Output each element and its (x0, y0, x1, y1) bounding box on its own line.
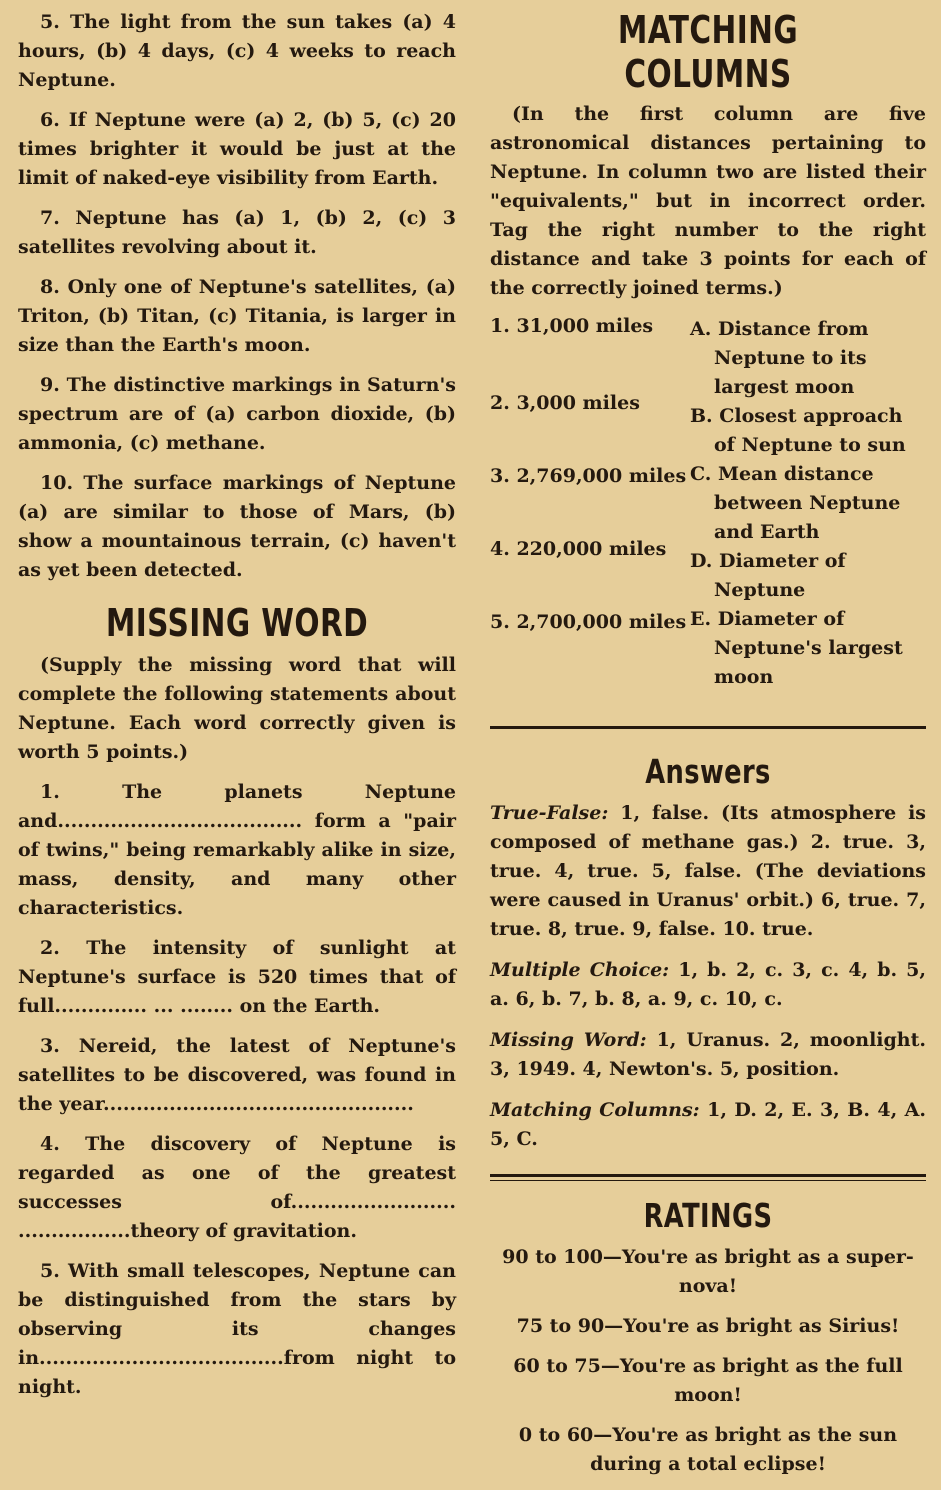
ratings-section (490, 1195, 926, 1479)
equivalent-item-e: E. Diameter of Neptune's largest moon (690, 608, 903, 688)
missing-word-title: MISSING WORD (105, 601, 369, 645)
rating-item: 0 to 60—You're as bright as the sun during a total eclipse! (518, 1424, 898, 1475)
distance-item-4: 4. 220,000 miles (490, 538, 667, 560)
answer-matching-columns (490, 1096, 926, 1154)
question-10: 10. The surface markings of Neptune (a) are similar to those of Mars, (b) show a mountainous terrain, (c) haven't as yet been detected. (18, 472, 456, 581)
equivalent-item-a: A. Distance from Neptune to its largest moon (690, 318, 869, 398)
missing-word-item-2: 2. The intensity of sunlight at Neptune's surface is 520 times that of full.............. ... ........ on the Earth. (18, 937, 456, 1017)
answer-text: 1, D. 2, E. 3, B. 4, A. 5, C. (490, 1099, 926, 1150)
equivalent-item-b: B. Closest approach of Neptune to sun (690, 405, 906, 456)
missing-word-section (18, 601, 456, 1402)
answers-section (490, 751, 926, 1154)
question-6: 6. If Neptune were (a) 2, (b) 5, (c) 20 times brighter it would be just at the limit of naked-eye visibility from Earth. (18, 109, 456, 189)
question-5: 5. The light from the sun takes (a) 4 hours, (b) 4 days, (c) 4 weeks to reach Neptune. (18, 11, 456, 91)
question-9: 9. The distinctive markings in Saturn's spectrum are of (a) carbon dioxide, (b) ammonia, (c) methane. (18, 374, 456, 454)
answer-label: True-False: (490, 802, 609, 824)
matching-columns-intro: (In the first column are five astronomical distances pertaining to Neptune. In column two are listed their "equivalents," but in incorrect order. Tag the right number to the right distance and take 3 points for each of the correctly joined terms.) (490, 103, 926, 299)
distance-item-3: 3. 2,769,000 miles (490, 465, 687, 487)
answer-text: 1, b. 2, c. 3, c. 4, b. 5, a. 6, b. 7, b. 8, a. 9, c. 10, c. (490, 959, 927, 1010)
matching-table (490, 315, 926, 692)
section-divider (490, 726, 926, 729)
missing-word-item-3: 3. Nereid, the latest of Neptune's satellites to be discovered, was found in the year............................................... (18, 1035, 456, 1115)
answer-label: Missing Word: (490, 1029, 647, 1051)
matching-columns-title: MATCHING COLUMNS (617, 8, 799, 96)
left-column (18, 8, 456, 1413)
missing-word-item-5: 5. With small telescopes, Neptune can be distinguished from the stars by observing its changes in.....................................from night to night. (18, 1260, 456, 1398)
answer-multiple-choice (490, 956, 926, 1014)
double-divider (490, 1174, 926, 1181)
matching-columns-section (490, 8, 926, 692)
distance-item-2: 2. 3,000 miles (490, 392, 640, 414)
equivalent-column (690, 315, 926, 692)
answer-true-false (490, 799, 926, 944)
equivalent-item-c: C. Mean distance between Neptune and Earth (690, 463, 901, 543)
rating-item: 75 to 90—You're as bright as Sirius! (516, 1315, 900, 1337)
question-8: 8. Only one of Neptune's satellites, (a) Triton, (b) Titan, (c) Titania, is larger in size than the Earth's moon. (18, 276, 456, 356)
answer-text: 1, false. (Its atmosphere is composed of methane gas.) 2. true. 3, true. 4, true. 5, false. (The deviations were caused in Uranus' orbit.) 6, true. 7, true. 8, true. 9, false. 10. true. (490, 802, 926, 940)
missing-word-intro: (Supply the missing word that will complete the following statements about Neptune. Each word correctly given is worth 5 points.) (18, 654, 456, 763)
ratings-title: RATINGS (643, 1196, 773, 1235)
answer-missing-word (490, 1026, 926, 1084)
right-column (490, 8, 926, 1490)
rating-item: 90 to 100—You're as bright as a super-nova! (502, 1246, 914, 1297)
distance-column (490, 315, 690, 692)
rating-item: 60 to 75—You're as bright as the full moon! (513, 1355, 903, 1406)
missing-word-item-1: 1. The planets Neptune and..................................... form a "pair of twins," being remarkably alike in size, mass, density, and many other characteristics. (18, 781, 456, 919)
missing-word-item-4: 4. The discovery of Neptune is regarded as one of the greatest successes of......................... .................theory of gravitation. (18, 1133, 456, 1242)
distance-item-5: 5. 2,700,000 miles (490, 611, 687, 633)
answer-label: Matching Columns: (490, 1099, 700, 1121)
distance-item-1: 1. 31,000 miles (490, 315, 654, 337)
answer-text: 1, Uranus. 2, moonlight. 3, 1949. 4, Newton's. 5, position. (490, 1029, 926, 1080)
multiple-choice-questions (18, 8, 456, 585)
answers-title: Answers (645, 752, 771, 791)
equivalent-item-d: D. Diameter of Neptune (690, 550, 846, 601)
question-7: 7. Neptune has (a) 1, (b) 2, (c) 3 satellites revolving about it. (18, 207, 456, 258)
answer-label: Multiple Choice: (490, 959, 670, 981)
